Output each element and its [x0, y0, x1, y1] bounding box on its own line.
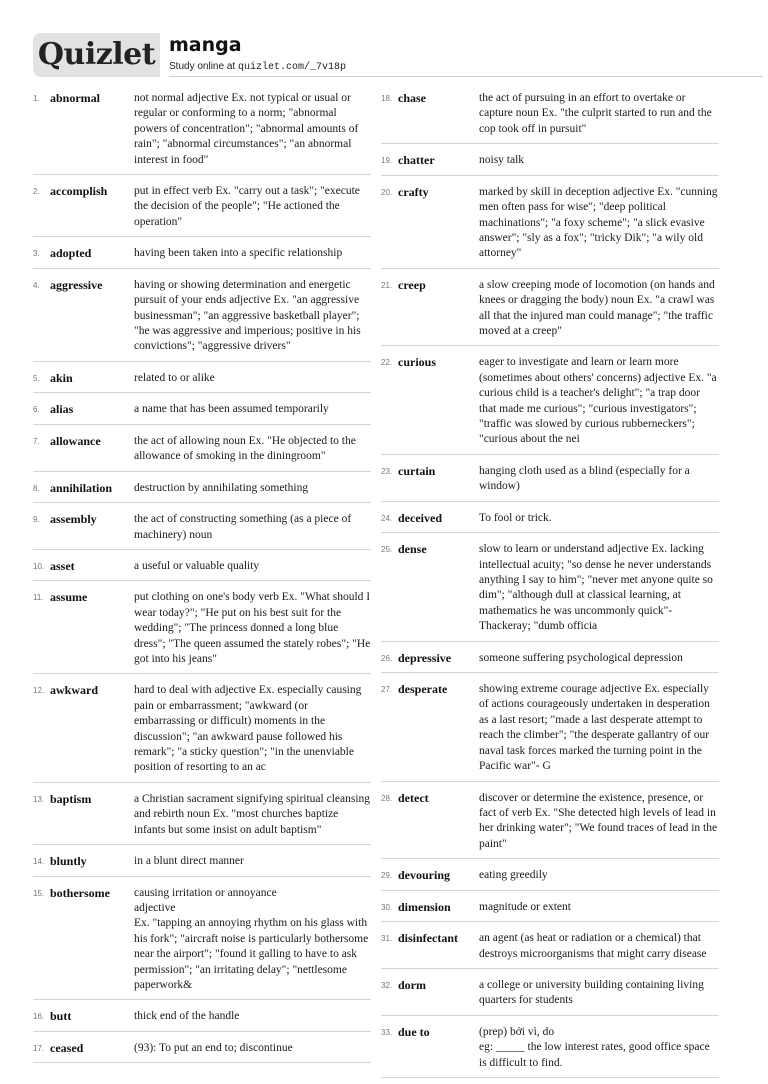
- term-definition: slow to learn or understand adjective Ex. lacking intellectual acuity; "so dense he never understands anything I say to him"; "never met anyone quite so dim"; "although dull at classical learning, at mathematics he was uncommonly quick"- Thackeray; "dumb officia: [479, 543, 713, 633]
- term-row: [33, 509, 371, 550]
- term-row: [33, 556, 371, 582]
- term-word: bothersome: [50, 885, 110, 900]
- left-term-column: [33, 88, 371, 1069]
- term-definition: showing extreme courage adjective Ex. especially of actions courageously undertaken in desperation as a last resort; "made a last desperate attempt to reach the climber"; "the desperate gallantry of our naval task forces marked the turning point in the Pacific war"- G: [479, 683, 710, 773]
- term-word: adopted: [50, 246, 92, 261]
- term-row: [33, 883, 371, 1001]
- term-definition: having or showing determination and energetic pursuit of your ends adjective Ex. "an aggressive businessman"; "an aggressive basketball player"; "he was aggressive and imperious; positive in his convictions"; "aggressive drivers": [134, 278, 361, 353]
- term-number: 33.: [381, 1027, 393, 1037]
- term-word: curtain: [398, 463, 436, 478]
- term-definition: put clothing on one's body verb Ex. "What should I wear today?"; "He put on his best suit for the wedding"; "The princess donned a long blue dress"; "The queen assumed the stately robes"; "He got into his jeans": [134, 591, 371, 666]
- term-row: [33, 431, 371, 472]
- term-word: disinfectant: [398, 931, 458, 946]
- term-row: [381, 788, 719, 860]
- term-definition: noisy talk: [479, 154, 525, 167]
- term-definition: discover or determine the existence, presence, or fact of verb Ex. "She detected high levels of lead in her drinking water"; "We found traces of lead in the paint": [479, 791, 718, 850]
- term-row: [33, 181, 371, 237]
- term-number: 31.: [381, 934, 393, 944]
- term-word: asset: [50, 558, 75, 573]
- term-word: devouring: [398, 868, 451, 883]
- term-number: 11.: [33, 593, 44, 603]
- term-number: 24.: [381, 513, 393, 523]
- term-row: [33, 243, 371, 269]
- term-word: dorm: [398, 977, 426, 992]
- term-definition: eager to investigate and learn or learn more (sometimes about others' concerns) adjective Ex. "a curious child is a teacher's delight"; "a trap door that made me curious"; "curious investigators"; "traffic was slowed by curious rubberneckers"; "curious about the nei: [479, 356, 717, 446]
- term-word: creep: [398, 277, 426, 292]
- term-row: [33, 1038, 371, 1064]
- term-word: awkward: [50, 683, 99, 698]
- term-row: [381, 865, 719, 891]
- term-definition: marked by skill in deception adjective Ex. "cunning men often pass for wise"; "deep political machinations"; "a foxy scheme"; "a slick evasive answer"; "sly as a fox"; "tricky Dik"; "a wily old attorney": [479, 185, 718, 260]
- term-definition: the act of constructing something (as a piece of machinery) noun: [134, 513, 352, 541]
- term-row: [33, 851, 371, 877]
- term-row: [381, 897, 719, 923]
- term-number: 5.: [33, 373, 40, 383]
- logo-text: Quizlet: [37, 37, 156, 72]
- page-header: [33, 33, 763, 77]
- term-definition: a Christian sacrament signifying spiritual cleansing and rebirth noun Ex. "most churches baptize infants but some insist on adult baptism": [134, 792, 371, 836]
- term-word: desperate: [398, 682, 448, 697]
- term-number: 6.: [33, 405, 40, 415]
- term-row: [381, 150, 719, 176]
- term-definition: related to or alike: [134, 371, 215, 384]
- term-number: 22.: [381, 358, 393, 368]
- term-number: 10.: [33, 561, 45, 571]
- term-number: 21.: [381, 280, 393, 290]
- term-row: [381, 461, 719, 502]
- term-number: 7.: [33, 436, 40, 446]
- term-definition: (prep) bởi vì, do eg: _____ the low interest rates, good office space is difficult to find.: [479, 1025, 710, 1069]
- term-number: 19.: [381, 156, 393, 166]
- term-number: 16.: [33, 1012, 45, 1022]
- term-word: curious: [398, 355, 437, 370]
- term-number: 27.: [381, 685, 393, 695]
- term-word: detect: [398, 790, 429, 805]
- term-definition: having been taken into a specific relationship: [134, 247, 343, 260]
- term-word: deceived: [398, 510, 442, 525]
- term-row: [33, 368, 371, 394]
- term-definition: an agent (as heat or radiation or a chemical) that destroys microorganisms that might carry disease: [479, 932, 707, 960]
- term-row: [381, 539, 719, 641]
- term-word: depressive: [398, 650, 452, 665]
- term-definition: hard to deal with adjective Ex. especially causing pain or embarrassment; "awkward (or embarrassing or difficult) moments in the discussion"; "an awkward pause followed his remark"; "a sticky question"; "in the unenviable position of resorting to an ac: [134, 684, 362, 774]
- term-row: [381, 275, 719, 347]
- term-word: assembly: [50, 512, 97, 527]
- term-row: [33, 399, 371, 425]
- term-definition: the act of allowing noun Ex. "He objected to the allowance of smoking in the diningroom": [134, 434, 356, 463]
- term-definition: a slow creeping mode of locomotion (on hands and knees or dragging the body) noun Ex. "a crawl was all that the injured man could manage"; "the traffic moved at a creep": [479, 278, 715, 337]
- term-definition: the act of pursuing in an effort to overtake or capture noun Ex. "the culprit started to run and the cop took off in pursuit": [479, 92, 712, 135]
- term-number: 15.: [33, 888, 45, 898]
- term-number: 30.: [381, 902, 393, 912]
- term-row: [33, 88, 371, 175]
- term-row: [381, 508, 719, 534]
- term-word: chase: [398, 91, 426, 105]
- term-definition: (93): To put an end to; discontinue: [134, 1041, 293, 1054]
- term-row: [33, 1006, 371, 1032]
- term-number: 4.: [33, 280, 40, 290]
- term-number: 28.: [381, 793, 393, 803]
- term-row: [33, 587, 371, 674]
- term-word: accomplish: [50, 184, 108, 199]
- term-number: 1.: [33, 94, 40, 103]
- term-word: assume: [50, 590, 88, 605]
- term-row: [33, 275, 371, 362]
- term-number: 29.: [381, 871, 393, 881]
- term-row: [381, 88, 719, 144]
- term-number: 13.: [33, 794, 45, 804]
- term-definition: someone suffering psychological depression: [479, 651, 683, 664]
- term-definition: eating greedily: [479, 869, 548, 882]
- term-definition: in a blunt direct manner: [134, 855, 244, 868]
- quizlet-logo: [33, 33, 160, 77]
- set-title: manga: [169, 34, 242, 56]
- term-definition: a college or university building containing living quarters for students: [479, 978, 704, 1007]
- term-definition: put in effect verb Ex. "carry out a task"; "execute the decision of the people"; "He actioned the operation": [134, 185, 360, 228]
- term-row: [33, 478, 371, 504]
- term-word: alias: [50, 402, 74, 417]
- term-word: butt: [50, 1009, 72, 1024]
- term-definition: To fool or trick.: [479, 511, 552, 524]
- term-word: due to: [398, 1024, 430, 1039]
- term-number: 12.: [33, 686, 45, 696]
- term-row: [381, 182, 719, 269]
- term-row: [381, 1022, 719, 1078]
- term-word: bluntly: [50, 854, 87, 869]
- term-definition: thick end of the handle: [134, 1010, 240, 1023]
- set-subtitle: [169, 61, 346, 73]
- term-number: 23.: [381, 466, 393, 476]
- term-row: [381, 975, 719, 1016]
- term-definition: not normal adjective Ex. not typical or usual or regular or conforming to a norm; "abnormal powers of concentration"; "abnormal amounts of rain"; "abnormal circumstances"; "an abnormal interest in food": [134, 92, 359, 166]
- term-row: [381, 352, 719, 454]
- term-word: abnormal: [50, 91, 101, 105]
- header-divider: [169, 76, 763, 77]
- term-definition: a name that has been assumed temporarily: [134, 403, 329, 416]
- subtitle-prefix: Study online at: [169, 61, 238, 72]
- term-number: 20.: [381, 187, 393, 197]
- term-definition: magnitude or extent: [479, 900, 571, 913]
- term-row: [33, 680, 371, 782]
- term-number: 32.: [381, 980, 393, 990]
- term-definition: destruction by annihilating something: [134, 481, 309, 494]
- term-number: 2.: [33, 187, 40, 197]
- right-term-column: [381, 88, 719, 1084]
- term-definition: hanging cloth used as a blind (especially for a window): [479, 464, 690, 493]
- term-row: [381, 648, 719, 674]
- term-number: 14.: [33, 857, 45, 867]
- term-word: annihilation: [50, 480, 113, 495]
- term-word: baptism: [50, 791, 92, 806]
- term-word: dimension: [398, 899, 451, 914]
- term-number: 9.: [33, 515, 40, 525]
- term-word: ceased: [50, 1040, 84, 1055]
- term-word: akin: [50, 370, 73, 385]
- term-number: 26.: [381, 653, 393, 663]
- term-definition: a useful or valuable quality: [134, 559, 260, 572]
- term-definition: causing irritation or annoyance adjective Ex. "tapping an annoying rhythm on his glass with his fork"; "aircraft noise is particularly bothersome near the airport"; "found it galling to have to ask permission"; "an irritating delay"; "nettlesome paperwork&: [134, 886, 369, 992]
- term-number: 3.: [33, 249, 40, 259]
- term-word: allowance: [50, 433, 101, 448]
- term-number: 8.: [33, 483, 40, 493]
- term-word: chatter: [398, 153, 435, 168]
- set-url-link[interactable]: quizlet.com/_7v18p: [237, 62, 346, 73]
- term-number: 25.: [381, 545, 393, 555]
- term-row: [381, 928, 719, 969]
- term-word: crafty: [398, 184, 429, 199]
- term-number: 17.: [33, 1043, 45, 1053]
- term-row: [381, 679, 719, 781]
- term-number: 18.: [381, 94, 393, 103]
- term-word: aggressive: [50, 277, 103, 292]
- term-row: [33, 789, 371, 845]
- term-word: dense: [398, 542, 427, 557]
